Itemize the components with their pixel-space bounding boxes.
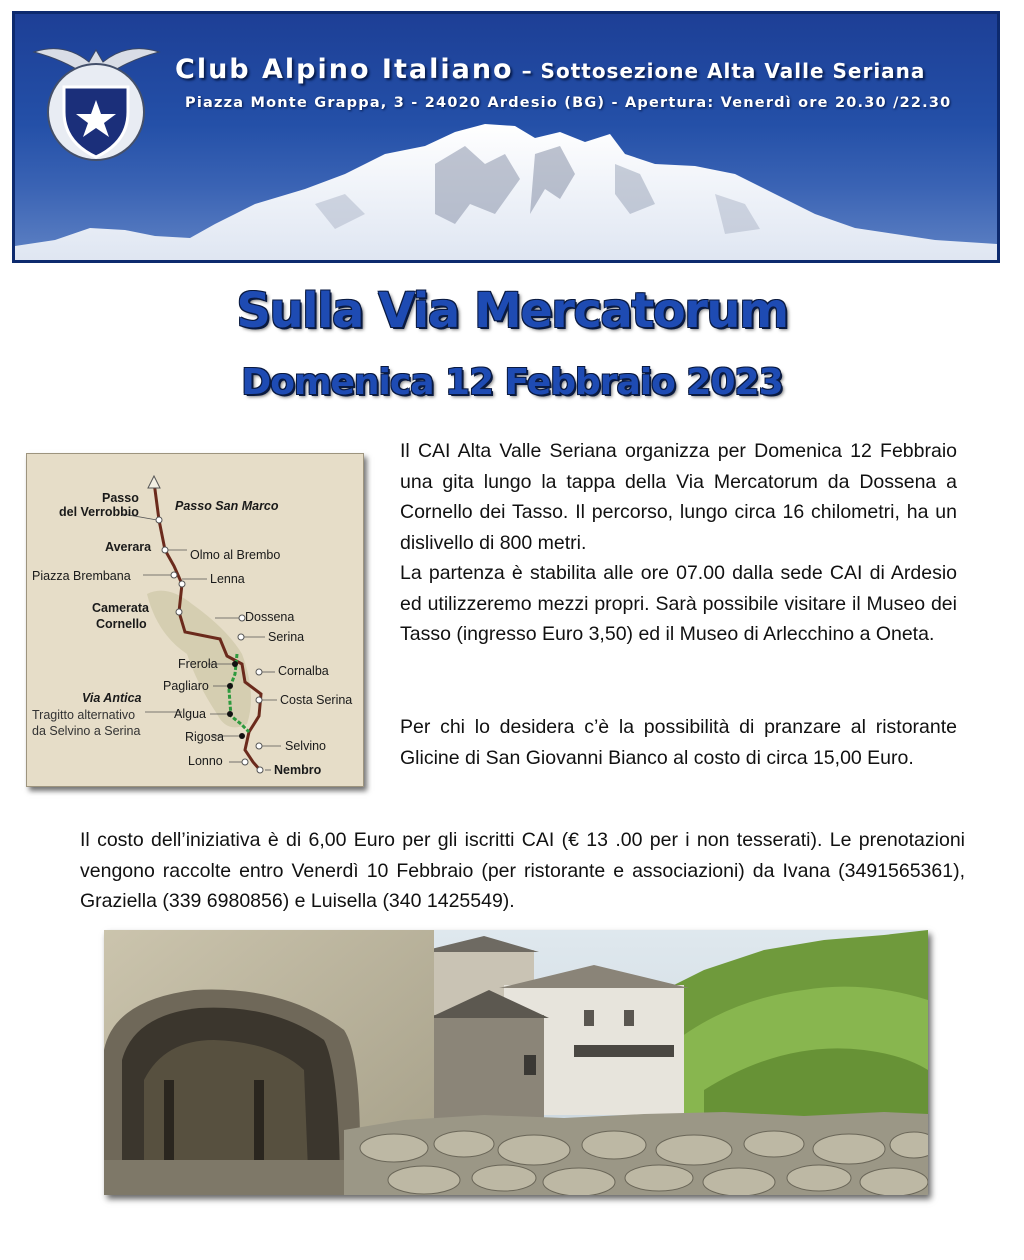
map-label-passo-2: del Verrobbio — [59, 505, 139, 519]
map-label-nembro: Nembro — [274, 763, 322, 777]
event-date: Domenica 12 Febbraio 2023 — [241, 362, 783, 403]
map-label-frerola: Frerola — [178, 657, 218, 671]
cost-paragraph: Il costo dell’iniziativa è di 6,00 Euro per gli iscritti CAI (€ 13 .00 per i non tesserati). Le prenotazioni vengono raccolte entro Venerdì 10 Febbraio (per ristorante e associazioni) da Ivana (3491565361), Graziella (339 6980856) e Luisella (340 1425549). — [80, 829, 965, 912]
map-label-passo-1: Passo — [102, 491, 139, 505]
club-subtitle: Sottosezione Alta Valle Seriana — [540, 59, 926, 83]
map-label-costa-serina: Costa Serina — [280, 693, 353, 707]
map-label-passo-san-marco: Passo San Marco — [175, 499, 279, 513]
cai-logo — [29, 32, 164, 167]
map-label-selvino: Selvino — [285, 739, 326, 753]
village-photo — [104, 930, 928, 1195]
map-label-lonno: Lonno — [188, 754, 223, 768]
map-label-serina: Serina — [268, 630, 305, 644]
club-address: Piazza Monte Grappa, 3 - 24020 Ardesio (BG) - Apertura: Venerdì ore 20.30 /22.30 — [185, 95, 952, 111]
map-label-tragitto-2: da Selvino a Serina — [32, 724, 141, 738]
map-label-tragitto-1: Tragitto alternativo — [32, 708, 136, 722]
intro-text-2: La partenza è stabilita alle ore 07.00 dalla sede CAI di Ardesio ed utilizzeremo mezzi propri. Sarà possibile visitare il Museo dei Tasso (ingresso Euro 3,50) ed il Museo di Arlecchino a Oneta. — [400, 562, 957, 645]
map-label-olmo: Olmo al Brembo — [190, 548, 281, 562]
map-label-cornalba: Cornalba — [278, 664, 329, 678]
map-label-dossena: Dossena — [245, 610, 295, 624]
route-map-drawing — [27, 454, 363, 786]
map-label-cornello: Cornello — [96, 617, 147, 631]
map-label-lenna: Lenna — [210, 572, 245, 586]
route-map — [26, 453, 364, 787]
map-label-averara: Averara — [105, 540, 152, 554]
map-label-rigosa: Rigosa — [185, 730, 224, 744]
intro-paragraph — [400, 436, 957, 650]
header-banner — [12, 11, 1000, 263]
village-photo-drawing — [104, 930, 928, 1195]
event-title: Sulla Via Mercatorum — [236, 283, 788, 339]
map-label-via-antica: Via Antica — [82, 691, 142, 705]
map-label-piazza-brembana: Piazza Brembana — [32, 569, 131, 583]
intro-text-1: Il CAI Alta Valle Seriana organizza per Domenica 12 Febbraio una gita lungo la tappa della Via Mercatorum da Dossena a Cornello dei Tasso. Il percorso, lungo circa 16 chilometri, ha un dislivello di 800 metri. — [400, 440, 957, 554]
map-label-camerata: Camerata — [92, 601, 149, 615]
map-label-algua: Algua — [174, 707, 206, 721]
lunch-paragraph: Per chi lo desidera c’è la possibilità di pranzare al ristorante Glicine di San Giovanni Bianco al costo di circa 15,00 Euro. — [400, 716, 957, 769]
map-label-pagliaro: Pagliaro — [163, 679, 209, 693]
club-title: Club Alpino Italiano – Sottosezione Alta Valle Seriana — [175, 54, 926, 85]
